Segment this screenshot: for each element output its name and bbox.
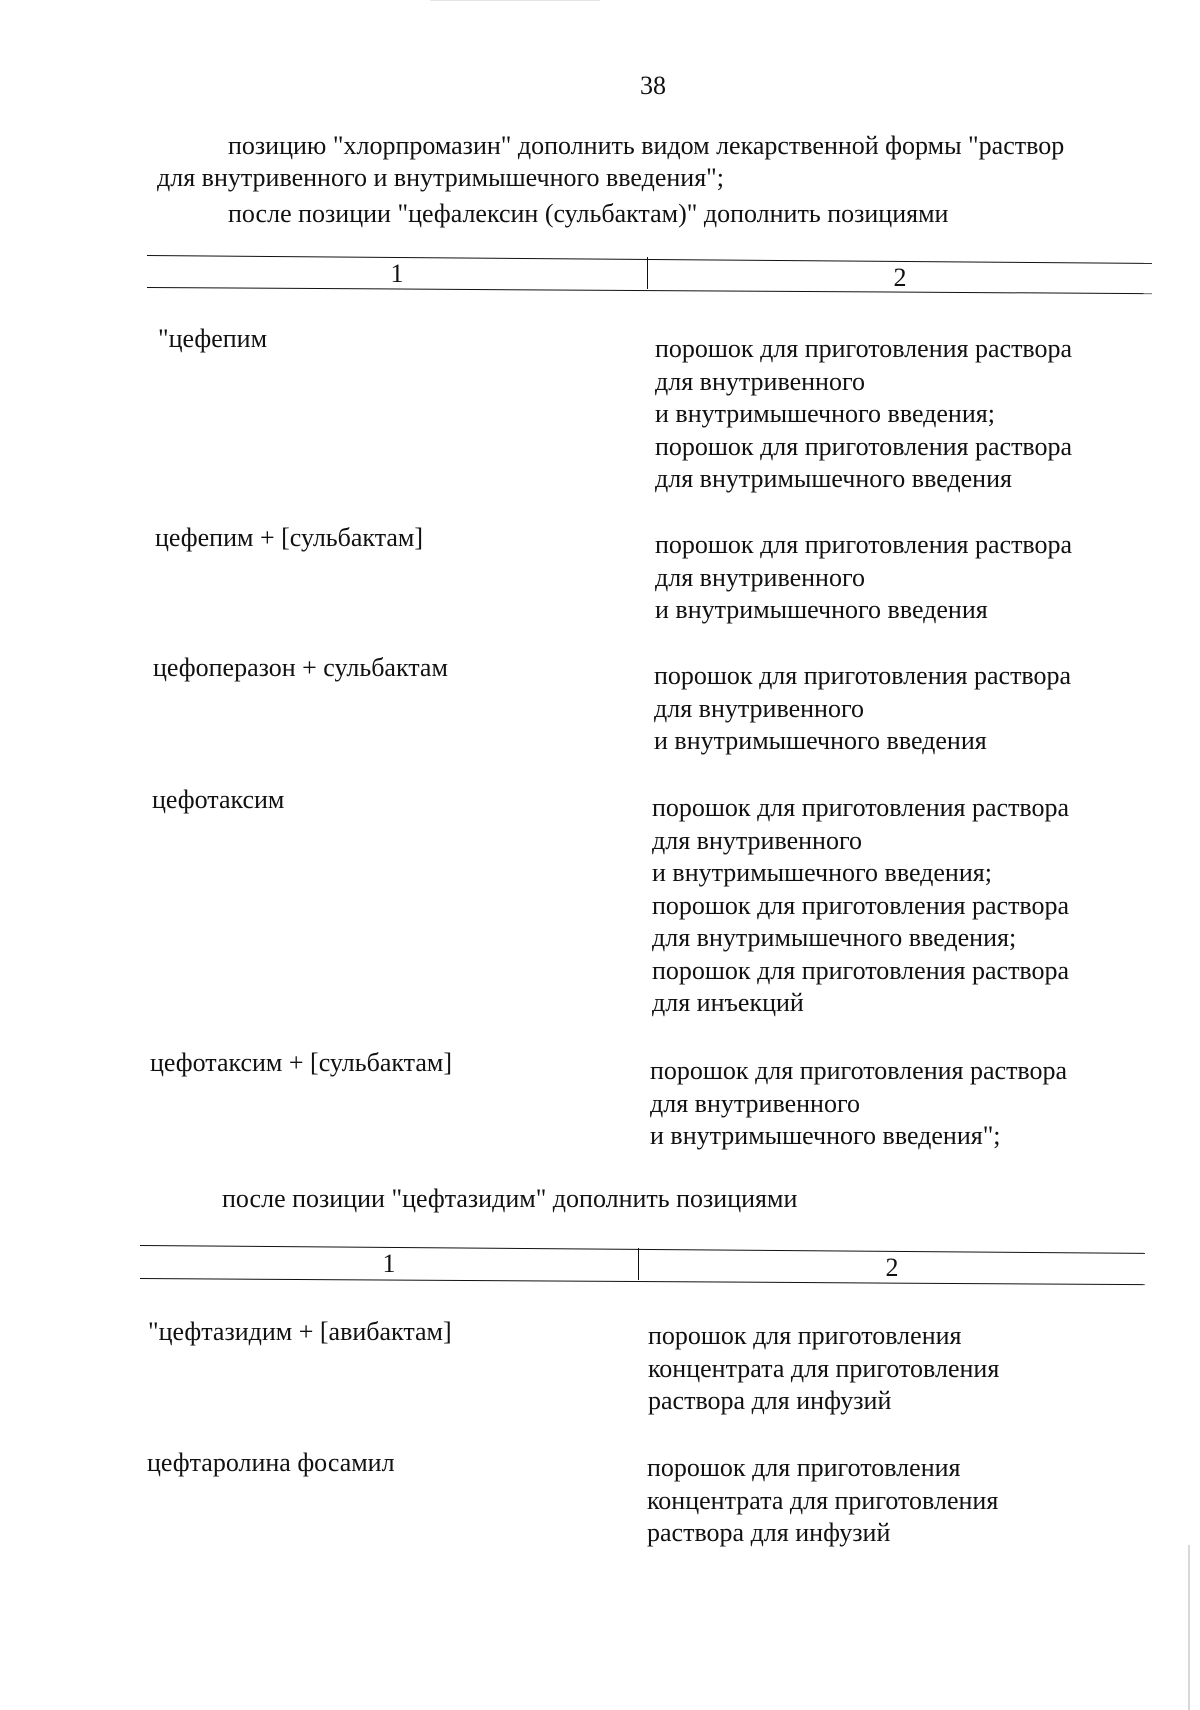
table2-column-divider xyxy=(638,1248,639,1280)
table1-row1-forms: порошок для приготовления раствора для внутривенного и внутримышечного введения; порошок для приготовления раствора для внутримышечного введения xyxy=(655,334,1073,493)
table2-header-col1: 1 xyxy=(382,1249,396,1278)
table2-row2-forms: порошок для приготовления концентрата для приготовления раствора для инфузий xyxy=(647,1453,999,1547)
table1-header-col2: 2 xyxy=(893,263,907,292)
table1-row2-forms: порошок для приготовления раствора для внутривенного и внутримышечного введения xyxy=(655,530,1073,624)
table1-column-divider xyxy=(647,257,648,289)
page-number: 38 xyxy=(640,71,666,100)
table1-row3-name: цефоперазон + сульбактам xyxy=(153,653,448,682)
table1-header-col1: 1 xyxy=(390,259,404,288)
table2-row1-forms: порошок для приготовления концентрата для приготовления раствора для инфузий xyxy=(648,1321,1000,1415)
intro-line-3: после позиции "цефалексин (сульбактам)" дополнить позициями xyxy=(228,199,949,228)
table2-row2-name: цефтаролина фосамил xyxy=(147,1448,395,1477)
table1-row4-forms: порошок для приготовления раствора для внутривенного и внутримышечного введения; порошок для приготовления раствора для внутримышечного введения; порошок для приготовления раствора для инъекций xyxy=(652,793,1070,1017)
scan-top-artifact xyxy=(430,0,600,1)
table1-row1-name: "цефепим xyxy=(158,324,268,353)
table2-header-col2: 2 xyxy=(885,1253,899,1282)
table2-row1-name: "цефтазидим + [авибактам] xyxy=(148,1317,452,1346)
table1-row5-forms: порошок для приготовления раствора для внутривенного и внутримышечного введения"; xyxy=(650,1056,1068,1150)
scan-edge-artifact xyxy=(1188,1545,1190,1710)
table1-row5-name: цефотаксим + [сульбактам] xyxy=(150,1048,452,1077)
table1-row2-name: цефепим + [сульбактам] xyxy=(155,523,424,552)
intro-line-1: позицию "хлорпромазин" дополнить видом лекарственной формы "раствор xyxy=(228,131,1065,160)
table1-row4-name: цефотаксим xyxy=(152,785,285,814)
intro-line-2: для внутривенного и внутримышечного введения"; xyxy=(157,163,724,192)
middle-instruction: после позиции "цефтазидим" дополнить позициями xyxy=(222,1184,798,1213)
table1-row3-forms: порошок для приготовления раствора для внутривенного и внутримышечного введения xyxy=(654,661,1072,755)
